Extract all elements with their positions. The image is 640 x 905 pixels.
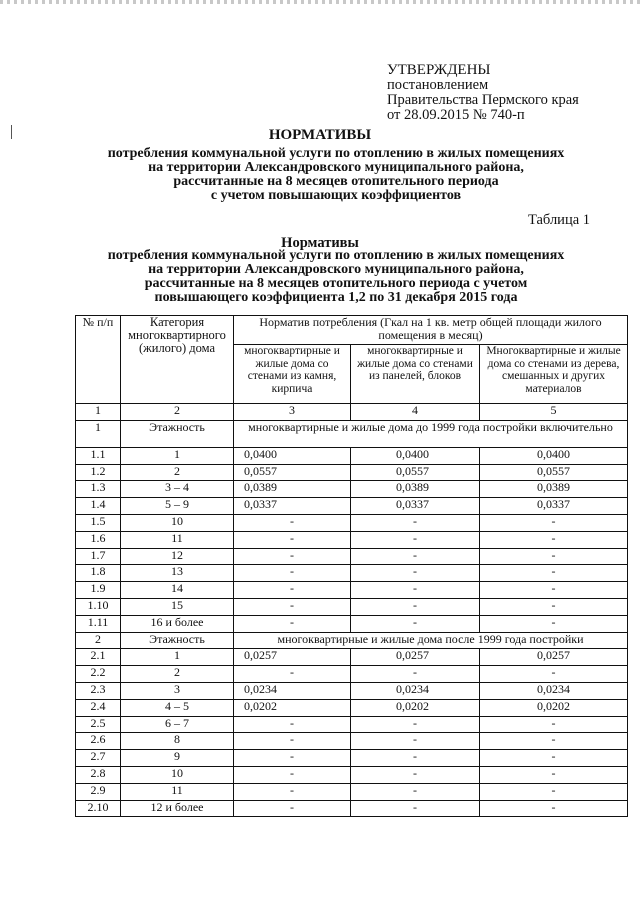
row-floors: 11: [121, 531, 234, 548]
header-num: № п/п: [76, 316, 121, 404]
table-row: [76, 548, 628, 565]
value-stone-brick: -: [234, 666, 351, 683]
value-panel-block: -: [351, 582, 480, 599]
value-stone-brick: -: [234, 800, 351, 817]
value-stone-brick: 0,0400: [234, 447, 351, 464]
value-wood-mixed: 0,0400: [480, 447, 628, 464]
approval-block: [387, 63, 579, 123]
value-stone-brick: -: [234, 514, 351, 531]
table-row: [76, 766, 628, 783]
value-stone-brick: -: [234, 615, 351, 632]
table-row: [76, 514, 628, 531]
value-stone-brick: -: [234, 750, 351, 767]
column-number: 3: [234, 404, 351, 421]
section-description: многоквартирные и жилые дома после 1999 года постройки: [234, 632, 628, 649]
value-wood-mixed: -: [480, 531, 628, 548]
section-description: многоквартирные и жилые дома до 1999 года постройки включительно: [234, 420, 628, 447]
value-wood-mixed: 0,0202: [480, 699, 628, 716]
header-col5: Многоквартирные и жилые дома со стенами из дерева, смешанных и других материалов: [480, 345, 628, 404]
section-2-rows: [76, 649, 628, 817]
value-wood-mixed: 0,0557: [480, 464, 628, 481]
row-num: 2.10: [76, 800, 121, 817]
value-panel-block: 0,0337: [351, 498, 480, 515]
table-row: [76, 464, 628, 481]
table-title: Нормативы: [281, 235, 359, 251]
column-number-row: [76, 404, 628, 421]
table-label: Таблица 1: [528, 212, 591, 228]
table-row: [76, 750, 628, 767]
row-num: 2.2: [76, 666, 121, 683]
value-stone-brick: -: [234, 766, 351, 783]
value-stone-brick: -: [234, 733, 351, 750]
approval-heading: УТВЕРЖДЕНЫ: [387, 62, 491, 78]
value-stone-brick: -: [234, 783, 351, 800]
row-num: 1.11: [76, 615, 121, 632]
row-num: 1.8: [76, 565, 121, 582]
value-wood-mixed: -: [480, 716, 628, 733]
value-panel-block: -: [351, 716, 480, 733]
header-col4: многоквартирные и жилые дома со стенами из панелей, блоков: [351, 345, 480, 404]
row-floors: 12: [121, 548, 234, 565]
subtitle-line: на территории Александровского муниципального района,: [148, 262, 524, 277]
table-row: [76, 682, 628, 699]
section-num: 2: [76, 632, 121, 649]
row-floors: 8: [121, 733, 234, 750]
row-floors: 6 – 7: [121, 716, 234, 733]
value-panel-block: -: [351, 598, 480, 615]
table-row: [76, 800, 628, 817]
table-row: [76, 481, 628, 498]
subtitle-line: потребления коммунальной услуги по отоплению в жилых помещениях: [107, 146, 565, 161]
subtitle-line: с учетом повышающих коэффициентов: [210, 188, 462, 203]
row-num: 1.2: [76, 464, 121, 481]
approval-line: постановлением: [387, 77, 489, 93]
scan-top-edge: [0, 0, 640, 4]
row-floors: 5 – 9: [121, 498, 234, 515]
value-panel-block: -: [351, 531, 480, 548]
value-panel-block: 0,0389: [351, 481, 480, 498]
value-wood-mixed: -: [480, 666, 628, 683]
row-num: 2.5: [76, 716, 121, 733]
row-floors: 4 – 5: [121, 699, 234, 716]
value-wood-mixed: 0,0234: [480, 682, 628, 699]
row-num: 2.6: [76, 733, 121, 750]
value-stone-brick: -: [234, 716, 351, 733]
row-floors: 1: [121, 649, 234, 666]
value-stone-brick: -: [234, 582, 351, 599]
section-row: [76, 420, 628, 447]
row-floors: 15: [121, 598, 234, 615]
header-norm: Норматив потребления (Гкал на 1 кв. метр общей площади жилого помещения в месяц): [234, 316, 628, 345]
subtitle-line: на территории Александровского муниципального района,: [148, 160, 524, 175]
value-panel-block: 0,0257: [351, 649, 480, 666]
row-floors: 3 – 4: [121, 481, 234, 498]
table-row: [76, 615, 628, 632]
column-number: 1: [76, 404, 121, 421]
value-wood-mixed: -: [480, 800, 628, 817]
approval-line: Правительства Пермского края: [387, 92, 579, 108]
value-panel-block: 0,0557: [351, 464, 480, 481]
row-num: 1.4: [76, 498, 121, 515]
approval-line: от 28.09.2015 № 740-п: [387, 107, 525, 123]
table-row: [76, 447, 628, 464]
value-stone-brick: -: [234, 565, 351, 582]
header-category: Категория многоквартирного (жилого) дома: [121, 316, 234, 404]
row-floors: 3: [121, 682, 234, 699]
row-num: 1.10: [76, 598, 121, 615]
subtitle-line: повышающего коэффициента 1,2 по 31 декабря 2015 года: [154, 290, 518, 305]
value-wood-mixed: -: [480, 750, 628, 767]
value-panel-block: -: [351, 615, 480, 632]
row-floors: 12 и более: [121, 800, 234, 817]
section-1-rows: [76, 447, 628, 632]
norms-table: [75, 315, 628, 817]
section-row: [76, 632, 628, 649]
value-wood-mixed: -: [480, 514, 628, 531]
value-panel-block: -: [351, 750, 480, 767]
table-row: [76, 598, 628, 615]
row-num: 2.9: [76, 783, 121, 800]
value-wood-mixed: -: [480, 598, 628, 615]
row-num: 1.1: [76, 447, 121, 464]
value-stone-brick: 0,0257: [234, 649, 351, 666]
subtitle-line: рассчитанные на 8 месяцев отопительного периода: [173, 174, 499, 189]
value-wood-mixed: -: [480, 733, 628, 750]
table-row: [76, 699, 628, 716]
row-floors: 10: [121, 766, 234, 783]
table-row: [76, 783, 628, 800]
table-row: [76, 649, 628, 666]
table-row: [76, 582, 628, 599]
value-wood-mixed: -: [480, 615, 628, 632]
value-panel-block: -: [351, 800, 480, 817]
value-panel-block: -: [351, 514, 480, 531]
value-panel-block: -: [351, 766, 480, 783]
value-stone-brick: -: [234, 598, 351, 615]
section-num: 1: [76, 420, 121, 447]
value-panel-block: 0,0400: [351, 447, 480, 464]
value-stone-brick: -: [234, 531, 351, 548]
value-wood-mixed: 0,0389: [480, 481, 628, 498]
value-panel-block: -: [351, 548, 480, 565]
row-floors: 2: [121, 666, 234, 683]
row-num: 2.3: [76, 682, 121, 699]
section-label: Этажность: [121, 420, 234, 447]
table-row: [76, 498, 628, 515]
value-wood-mixed: -: [480, 548, 628, 565]
value-panel-block: 0,0202: [351, 699, 480, 716]
column-number: 4: [351, 404, 480, 421]
value-panel-block: -: [351, 783, 480, 800]
column-number: 5: [480, 404, 628, 421]
column-number: 2: [121, 404, 234, 421]
value-wood-mixed: -: [480, 565, 628, 582]
value-wood-mixed: 0,0337: [480, 498, 628, 515]
table-row: [76, 733, 628, 750]
subtitle-line: потребления коммунальной услуги по отоплению в жилых помещениях: [107, 248, 565, 263]
row-floors: 16 и более: [121, 615, 234, 632]
table-row: [76, 565, 628, 582]
row-num: 2.1: [76, 649, 121, 666]
row-num: 1.9: [76, 582, 121, 599]
value-wood-mixed: -: [480, 783, 628, 800]
row-num: 1.6: [76, 531, 121, 548]
subtitle-line: рассчитанные на 8 месяцев отопительного периода с учетом: [144, 276, 528, 291]
value-panel-block: 0,0234: [351, 682, 480, 699]
value-panel-block: -: [351, 733, 480, 750]
document-title: НОРМАТИВЫ: [268, 127, 372, 143]
row-floors: 1: [121, 447, 234, 464]
row-floors: 2: [121, 464, 234, 481]
table-row: [76, 531, 628, 548]
row-num: 2.7: [76, 750, 121, 767]
value-stone-brick: 0,0202: [234, 699, 351, 716]
table-subtitle: [0, 249, 640, 305]
row-num: 2.4: [76, 699, 121, 716]
section-label: Этажность: [121, 632, 234, 649]
value-stone-brick: 0,0337: [234, 498, 351, 515]
row-num: 1.7: [76, 548, 121, 565]
table-row: [76, 666, 628, 683]
row-num: 1.5: [76, 514, 121, 531]
value-wood-mixed: 0,0257: [480, 649, 628, 666]
value-wood-mixed: -: [480, 766, 628, 783]
header-col3: многоквартирные и жилые дома со стенами из камня, кирпича: [234, 345, 351, 404]
value-panel-block: -: [351, 565, 480, 582]
row-floors: 14: [121, 582, 234, 599]
row-num: 1.3: [76, 481, 121, 498]
row-floors: 11: [121, 783, 234, 800]
row-floors: 13: [121, 565, 234, 582]
value-panel-block: -: [351, 666, 480, 683]
value-stone-brick: -: [234, 548, 351, 565]
value-stone-brick: 0,0234: [234, 682, 351, 699]
row-num: 2.8: [76, 766, 121, 783]
row-floors: 10: [121, 514, 234, 531]
value-wood-mixed: -: [480, 582, 628, 599]
row-floors: 9: [121, 750, 234, 767]
table-row: [76, 716, 628, 733]
value-stone-brick: 0,0389: [234, 481, 351, 498]
value-stone-brick: 0,0557: [234, 464, 351, 481]
document-subtitle: [0, 147, 640, 203]
